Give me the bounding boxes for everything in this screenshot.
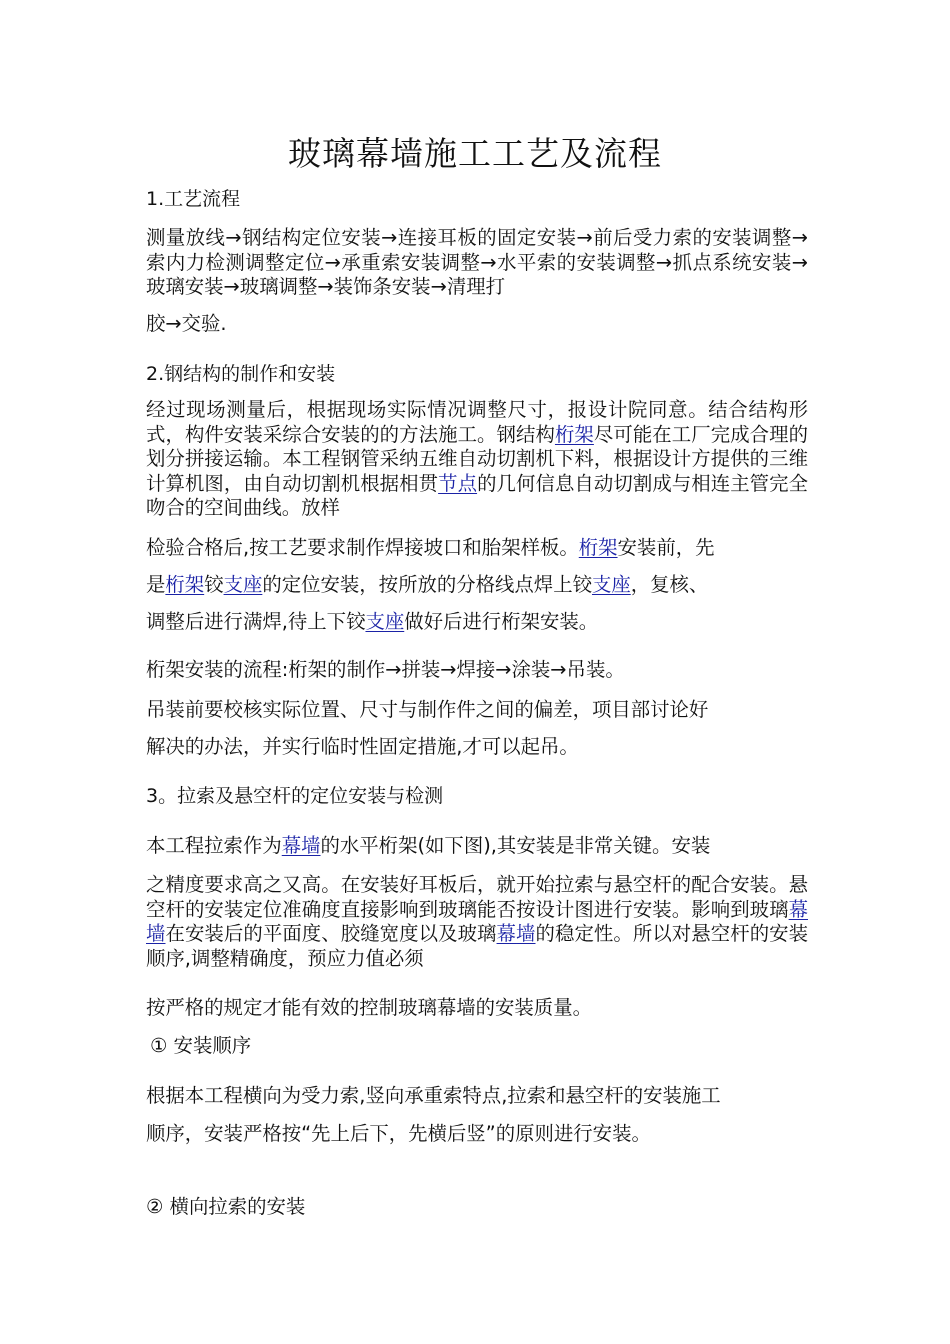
- text-run: ，复核、: [630, 573, 709, 596]
- text-run: 尽可能在工厂完成合理的划分拼接运输。本工程钢管采纳五维自动切割机下料，根据设计方提供的三维计算机图，由自动切割机根据相贯: [146, 422, 809, 495]
- link-curtain-wall[interactable]: 幕墙: [281, 834, 321, 857]
- section-2-line-f: 解决的办法，并实行临时性固定措施,才可以起吊。: [146, 735, 579, 758]
- text-run: 之精度要求高之又高。在安装好耳板后，就开始拉索与悬空杆的配合安装。悬空杆的安装定位准确度直接影响到玻璃能否按设计图进行安装。影响到玻璃: [146, 873, 808, 921]
- text-run: 经过现场测量后，根据现场实际情况调整尺寸，报设计院同意。结合结构形式，构件安装采综合安装的的方法施工。钢结构: [146, 398, 808, 446]
- document-title: 玻璃幕墙施工工艺及流程: [288, 134, 662, 173]
- link-truss[interactable]: 桁架: [578, 536, 618, 559]
- section-3-line-c: 按严格的规定才能有效的控制玻璃幕墙的安装质量。: [146, 996, 592, 1019]
- text-run: 的定位安装，按所放的分格线点焊上铰: [262, 573, 592, 596]
- section-3-line-e: 顺序，安装严格按“先上后下，先横后竖”的原则进行安装。: [146, 1122, 651, 1145]
- section-1-paragraph: 测量放线→钢结构定位安装→连接耳板的固定安装→前后受力索的安装调整→索内力检测调整定位→承重索安装调整→水平索的安装调整→抓点系统安装→玻璃安装→玻璃调整→装饰条安装→清理打: [146, 226, 808, 299]
- link-curtain-wall[interactable]: 幕墙: [146, 897, 808, 946]
- link-support[interactable]: 支座: [365, 610, 405, 633]
- truss-flow-line: 桁架安装的流程:桁架的制作→拼装→焊接→涂装→吊装。: [146, 658, 625, 681]
- text-run: 的几何信息自动切割成与相连主管完全吻合的空间曲线。放样: [146, 471, 809, 520]
- text-run: 铰: [204, 573, 224, 596]
- section-2-heading: 2.钢结构的制作和安装: [146, 363, 336, 385]
- link-support[interactable]: 支座: [591, 573, 631, 596]
- section-1-paragraph-end: 胶→交验.: [146, 312, 227, 335]
- text-run: 的水平桁架(如下图),其安装是非常关键。安装: [320, 834, 711, 857]
- section-3-heading: 3。拉索及悬空杆的定位安装与检测: [146, 785, 444, 807]
- section-3-line-d: 根据本工程横向为受力索,竖向承重索特点,拉索和悬空杆的安装施工: [146, 1084, 721, 1107]
- section-2-line-e: 吊装前要校核实际位置、尺寸与制作件之间的偏差，项目部讨论好: [146, 698, 709, 721]
- text-run: 检验合格后,按工艺要求制作焊接坡口和胎架样板。: [146, 536, 579, 559]
- section-2-paragraph-1: [146, 398, 808, 521]
- section-3-line-a: [146, 833, 710, 859]
- text-run: 调整后进行满焊,待上下铰: [146, 610, 366, 633]
- link-curtain-wall-part-2[interactable]: 墙: [516, 922, 536, 946]
- text-run: 是: [146, 573, 166, 596]
- text-run: 本工程拉索作为: [146, 834, 282, 857]
- section-2-line-c: [146, 572, 708, 598]
- link-truss[interactable]: 桁架: [554, 422, 594, 446]
- section-2-line-d: [146, 609, 598, 635]
- section-2-line-b: [146, 535, 715, 561]
- text-run: 安装前，先: [617, 536, 715, 559]
- link-node[interactable]: 节点: [438, 471, 478, 495]
- link-truss[interactable]: 桁架: [165, 573, 205, 596]
- text-run: 做好后进行桁架安装。: [404, 610, 599, 633]
- link-support[interactable]: 支座: [223, 573, 263, 596]
- text-run: 在安装后的平面度、胶缝宽度以及玻璃: [165, 922, 497, 946]
- section-3-paragraph: [146, 873, 808, 971]
- link-curtain-wall-part-1[interactable]: 幕: [496, 922, 517, 946]
- subheading-horizontal-cable: ② 横向拉索的安装: [146, 1195, 306, 1218]
- section-1-heading: 1.工艺流程: [146, 188, 241, 210]
- subheading-install-order: ① 安装顺序: [150, 1034, 252, 1057]
- text-run: 的稳定性。所以对悬空杆的安装顺序,调整精确度，预应力值必须: [146, 922, 809, 970]
